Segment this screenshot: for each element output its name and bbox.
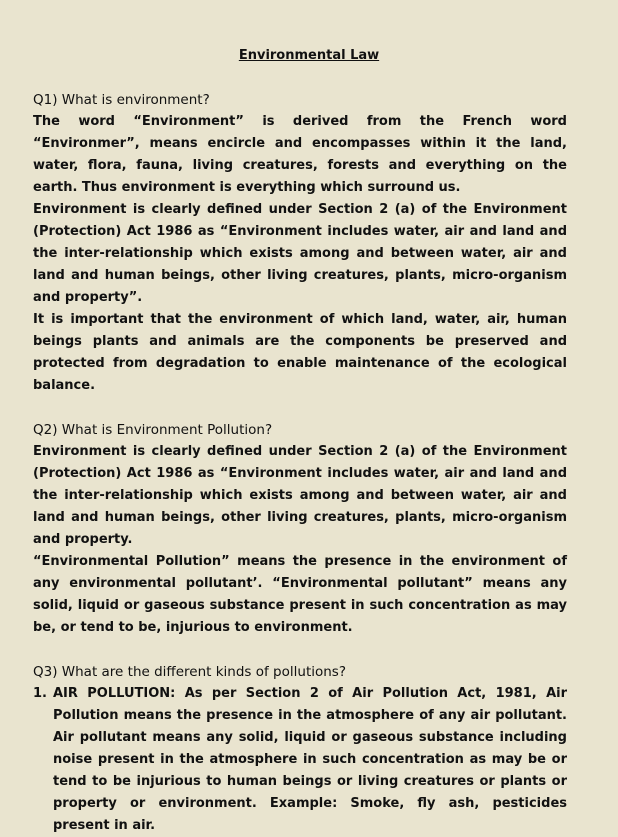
q2-paragraph-2: “Environmental Pollution” means the presence in the environment of any environmental pollutant’. “Environmental pollutant” means any solid, liquid or gaseous substance present in such concentration as may be, or tend to be, injurious to environment. — [33, 554, 567, 635]
q2-paragraph-1: Environment is clearly defined under Section 2 (a) of the Environment (Protection) Act 1986 as “Environment includes water, air and land and the inter-relationship which exists among and between water, air and land and human beings, other living creatures, plants, micro-organism and property. — [33, 444, 567, 547]
list-item-number: 1. — [33, 686, 47, 701]
question-2-heading: Q2) What is Environment Pollution? — [33, 422, 273, 438]
question-1-section — [33, 89, 567, 397]
list-item — [33, 683, 567, 837]
question-1-heading: Q1) What is environment? — [33, 92, 210, 108]
list-item-text: AIR POLLUTION: As per Section 2 of Air Pollution Act, 1981, Air Pollution means the presence in the atmosphere of any air pollutant. Air pollutant means any solid, liquid or gaseous substance including noise present in the atmosphere in such concentration as may be or tend to be injurious to human beings or living creatures or plants or property or environment. Example: Smoke, fly ash, pesticides present in air. — [53, 686, 567, 833]
question-3-heading: Q3) What are the different kinds of pollutions? — [33, 664, 346, 680]
section-spacer — [33, 639, 567, 661]
question-2-section — [33, 419, 567, 639]
question-3-section — [33, 661, 567, 837]
q1-paragraph-3: It is important that the environment of which land, water, air, human beings plants and animals are the components be preserved and protected from degradation to enable maintenance of the ecological balance. — [33, 312, 567, 393]
document-title: Environmental Law — [238, 48, 380, 63]
section-spacer — [33, 397, 567, 419]
q1-paragraph-2: Environment is clearly defined under Section 2 (a) of the Environment (Protection) Act 1986 as “Environment includes water, air and land and the inter-relationship which exists among and between water, air and land and human beings, other living creatures, plants, micro-organism and property”. — [33, 202, 567, 305]
q1-paragraph-1: The word “Environment” is derived from the French word “Environmer”, means encircle and encompasses within it the land, water, flora, fauna, living creatures, forests and everything on the earth. Thus environment is everything which surround us. — [33, 114, 567, 195]
